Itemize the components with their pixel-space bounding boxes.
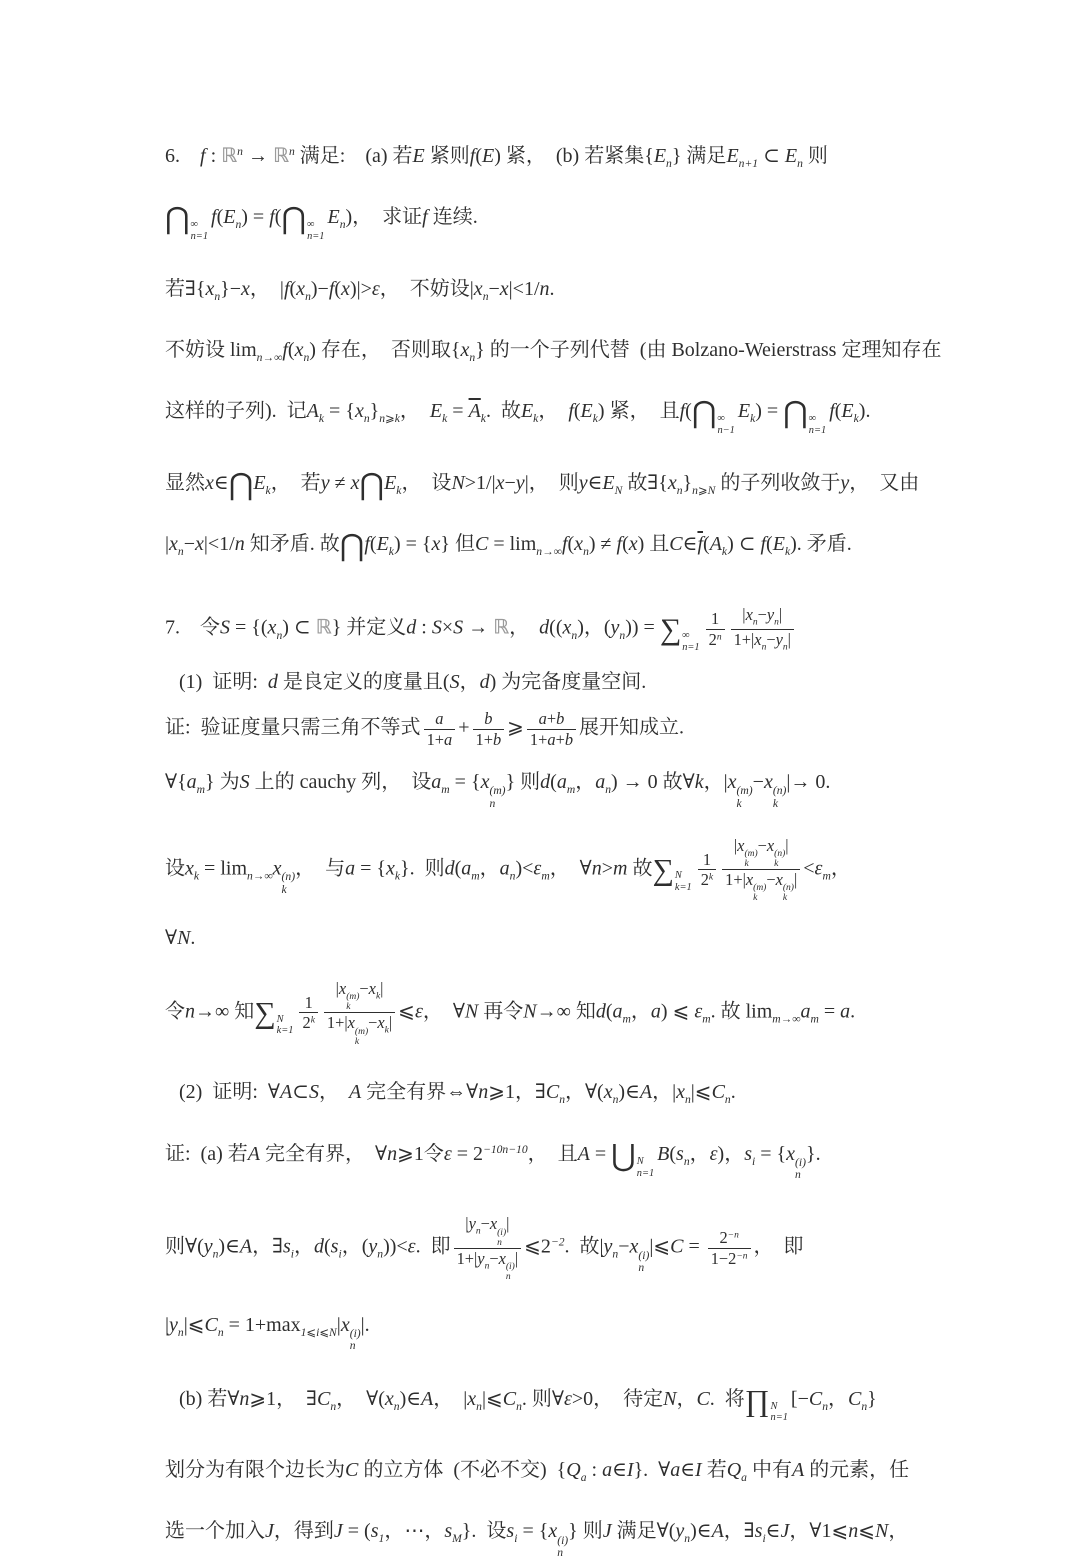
math-line-q6-proof-2: 不妨设 $\lim_{n\to\infty}f(x_n)$ 存在， 否则取$\{x_n\}$ 的一个子列代替 (由 Bolzano-Weierstrass 定理知存在: [165, 339, 942, 365]
math-line-q7-part2-proof-2: 则$\forall(y_n)\in A$，$\exists s_i$，$d(s_i$，$(y_n))<\varepsilon$. 即 $|y_n-x$ (i) n | $1+|y_n-x$ (i) n | $⩽2^{-2}$. 故$|y_n-x$ (i) n |⩽C = $\frac{2^{-n}}{1-2^{-n}}$ ， 即: [165, 1214, 804, 1282]
math-line-q6-proof-5: $|x_n-x|<1/n$ 知矛盾. 故$⋂f(E_k) = \{x\}$ 但$C = \lim_{n\to\infty}f(x_n) \ne f(x)$ 且$C\in\overline{f}(A_k)$ ⊂ $f(E_k)$. 矛盾.: [165, 529, 852, 563]
math-line-q6-statement-2: ⋂ ∞ n=1 $f(E_n)$ = f(⋂ ∞ n=1 $E_n$)， 求证f 连续.: [165, 202, 478, 243]
math-line-q7-part2-proof-5: 划分为有限个边长为C 的立方体 (不必不交) {$Q_a$ : a∈I}. ∀a∈I 若$Q_a$ 中有A 的元素，任: [165, 1459, 910, 1485]
math-line-q6-proof-1: 若$\exists\{x_n\}-x$， $|f(x_n)-f(x)|>\varepsilon$， 不妨设$|x_n-x|<1/n$.: [165, 277, 555, 303]
math-line-q7-part1-proof-4: ∀N.: [165, 927, 196, 950]
math-line-q7-statement: 7. 令$S = \{(x_n)$ ⊂ ℝ} 并定义d : S×S → ℝ， $d((x_n)$，$(y_n)$) = ∑ ∞ n=1 $\frac{1}{2^n}$ $\frac{|x_n-y_n|}{1+|x_n-y_n|}$: [165, 605, 1040, 653]
math-line-q7-part1-claim: (1) 证明: d 是良定义的度量且(S，d) 为完备度量空间.: [179, 671, 647, 694]
math-line-q7-part1-proof-3: 设$x_k = \lim_{n\to\infty}x$ (n) k ， 与$a = \{x_k\}$. 则$d(a_m$，$a_n)<\varepsilon_m$， ∀n>m 故∑ N k=1 $\frac{1}{2^k}$ |x (m) k −x (n) k | 1+|x (m) k −x (n) k | $<\varepsilon_m$，: [165, 835, 851, 904]
math-line-q7-part1-proof-2: $\forall\{a_m\}$ 为S 上的 cauchy 列， 设$a_m = \{x$ (m) n } 则$d(a_m$，$a_n) \to 0$ 故∀k，|x (m) k −x (n) k |→ 0.: [165, 771, 831, 810]
math-line-q7-part2-proof-6: 选一个加入J，得到$J = (s_1$，⋯，$s_M$}. 设$s_i = \{x$ (i) n } 则J 满足$\forall(y_n)\in A$，$\exists s_i\in J$，∀1⩽n⩽N，: [165, 1520, 909, 1559]
math-line-q6-proof-3: 这样的子列). 记$A_k = \{x_n\}_{n⩾k}$， $E_k = \overline{A}_k$. 故$E_k$， $f(E_k)$ 紧， 且f(⋂ ∞ n−1 $E_k$) = ⋂ ∞ n=1 $f(E_k)$.: [165, 396, 871, 437]
math-line-q7-part1-proof-1: 证: 验证度量只需三角不等式 $\frac{a}{1+a}$ + $\frac{b}{1+b}$ ⩾ $\frac{a+b}{1+a+b}$ 展开知成立.: [165, 709, 685, 749]
math-line-q7-part2-proof-4: (b) 若∀n⩾1， $\exists C_n$， $\forall(x_n)\in A$， $|x_n|⩽C_n$. 则∀ε>0， 待定N，C. 将∏ N n=1 [$-C_n$，$C_n$}: [179, 1383, 877, 1424]
math-line-q7-part2-proof-1: 证: (a) 若A 完全有界， ∀n⩾1令$\varepsilon = 2^{-10n-10}$， 且A = ⋃ N n=1 $B(s_n$，ε)，$s_i = \{x$ (i) n }.: [165, 1139, 821, 1182]
math-line-q7-part2-claim: (2) 证明: ∀A⊂S， A 完全有界⇔∀n⩾1，$\exists C_n$，$\forall(x_n)\in A$，$|x_n|⩽C_n$.: [179, 1081, 736, 1107]
math-line-q7-part1-proof-5: 令n→∞ 知∑ N k=1 $\frac{1}{2^k}$ |x (m) k $-x_k|$ 1+|x (m) k $-x_k|$ ⩽ε， ∀N 再令N→∞ 知$d(a_m$，a) ⩽ $\varepsilon_m$. 故 $\lim_{m\to\infty}a_m = a$.: [165, 979, 856, 1047]
math-line-q6-statement-1: 6. f : ℝ$^n$ → ℝ$^n$ 满足: (a) 若E 紧则f(E) 紧， (b) 若紧集$\{E_n\}$ 满足$E_{n+1}$ ⊂ $E_n$ 则: [165, 145, 828, 171]
math-line-q7-part2-proof-3: $|y_n|⩽C_n = 1+\max_{1⩽i⩽N}|x$ (i) n |.: [165, 1313, 370, 1353]
math-line-q6-proof-4: 显然$x\in⋂E_k$， 若$y \ne x⋂E_k$， 设N>1/|x−y|， 则$y\in E_N$ 故$\exists\{x_n\}_{n⩾N}$ 的子列收敛于y， 又由: [165, 468, 920, 502]
